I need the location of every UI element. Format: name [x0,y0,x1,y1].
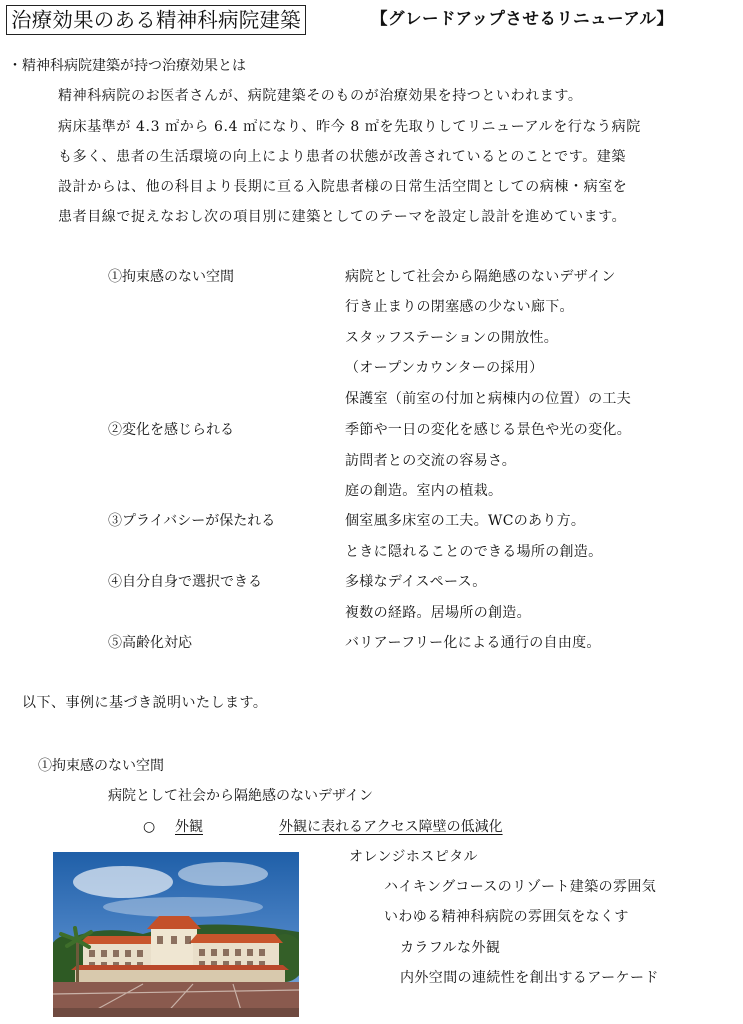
case-heading: ①拘束感のない空間 [38,758,164,774]
theme-line: 多様なデイスペース。 [345,574,487,590]
theme-line: 個室風多床室の工夫。WCのあり方。 [345,513,586,529]
hospital-photo-illustration [53,852,299,1017]
theme-line: スタッフステーションの開放性。 [345,330,559,346]
arcade-roof [71,965,289,970]
case-intro: 以下、事例に基づき説明いたします。 [22,695,268,711]
paragraph-line: 患者目線で捉えなおし次の項目別に建築としてのテーマを設定し設計を進めています。 [58,209,627,225]
case-subheading: 病院として社会から隔絶感のないデザイン [108,788,374,804]
page-subtitle: 【グレードアップさせるリニューアル】 [371,9,674,28]
theme-line: 庭の創造。室内の植栽。 [345,483,503,499]
topic-row [175,817,547,837]
note-line: いわゆる精神科病院の雰囲気をなくす [384,909,629,925]
paragraph-line: 精神科病院のお医者さんが、病院建築そのものが治療効果を持つといわれます。 [58,88,583,104]
theme-line: 病院として社会から隔絶感のないデザイン [345,269,616,285]
theme-label: ④自分自身で選択できる [108,574,262,590]
bullet-circle-icon: ○ [143,819,156,835]
theme-line: ときに隠れることのできる場所の創造。 [345,544,603,560]
cloud [178,862,268,886]
page-title: 治療効果のある精神科病院建築 [6,5,306,35]
cloud [73,866,173,898]
paragraph-line: 病床基準が 4.3 ㎡から 6.4 ㎡になり、昨今 8 ㎡を先取りしてリニューアルを行なう病院 [58,119,641,135]
note-line: カラフルな外観 [400,940,501,956]
topic-label: 外観 [175,819,203,835]
theme-line: （オープンカウンターの採用） [345,360,544,376]
theme-line: バリアーフリー化による通行の自由度。 [345,635,601,651]
hospital-name: オレンジホスピタル [349,849,478,865]
paragraph-line: も多く、患者の生活環境の向上により患者の状態が改善されているとのことです。建築 [58,149,626,165]
paragraph-line: 設計からは、他の科目より長期に亘る入院患者様の日常生活空間としての病棟・病室を [58,179,628,195]
hospital-exterior-photo [53,852,299,1017]
theme-line: 行き止まりの閉塞感の少ない廊下。 [345,299,574,315]
theme-label: ③プライバシーが保たれる [108,513,276,529]
cloud [103,897,263,917]
theme-line: 保護室（前室の付加と病棟内の位置）の工夫 [345,391,631,407]
palm-trunk [76,940,79,982]
theme-line: 季節や一日の変化を感じる景色や光の変化。 [345,422,631,438]
roof-right [189,934,283,943]
note-line: ハイキングコースのリゾート建築の雰囲気 [384,879,657,895]
section-heading: ・精神科病院建築が持つ治療効果とは [8,58,246,74]
theme-label: ②変化を感じられる [108,422,234,438]
theme-line: 複数の経路。居場所の創造。 [345,605,531,621]
pavement-edge [53,1008,299,1017]
arcade [75,970,285,982]
theme-label: ⑤高齢化対応 [108,635,192,651]
theme-label: ①拘束感のない空間 [108,269,234,285]
theme-line: 訪問者との交流の容易さ。 [345,453,517,469]
topic-description: 外観に表れるアクセス障壁の低減化 [279,819,503,835]
note-line: 内外空間の連続性を創出するアーケード [400,970,659,986]
